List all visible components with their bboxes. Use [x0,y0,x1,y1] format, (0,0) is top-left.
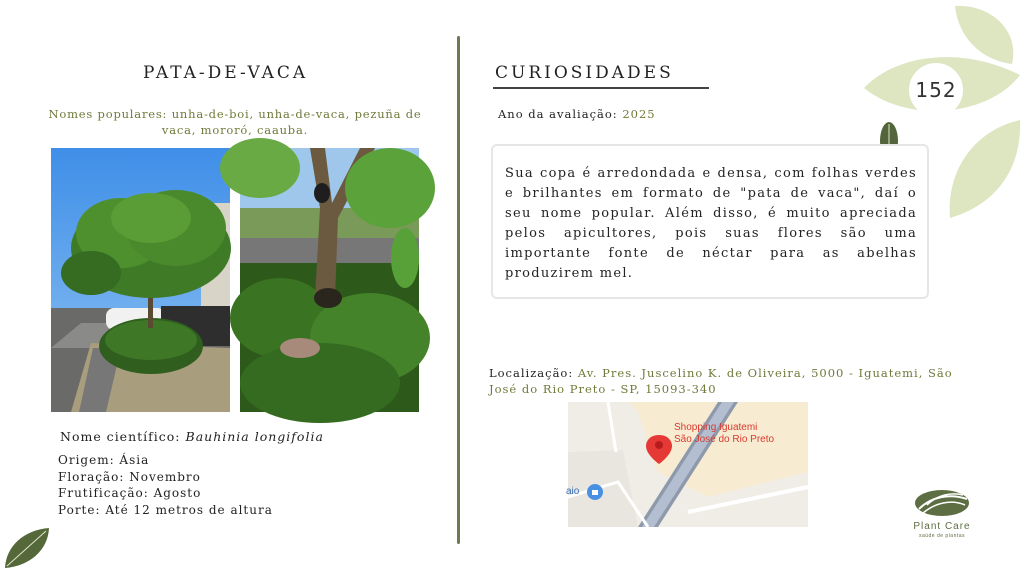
tree-photo [51,148,230,412]
location [489,366,979,397]
scientific-name-value: Bauhinia longifolia [185,429,324,444]
plant-care-logo [913,487,971,519]
location-address: Av. Pres. Juscelino K. de Oliveira, 5000 - Iguatemi, São José do Rio Preto - SP, 15093-340 [489,366,953,396]
column-divider [457,36,460,544]
flowering: Floração: Novembro [58,469,201,484]
scientific-name-label: Nome científico: [60,429,181,444]
map-pin-label-2: São José do Rio Preto [674,434,775,445]
evaluation-year-label: Ano da avaliação: [498,107,618,121]
evaluation-year [498,107,656,121]
map-pin-label-1: Shopping Iguatemi [674,422,758,433]
evaluation-year-value: 2025 [622,107,656,121]
curiosity-box [491,144,929,299]
leaf-shape [955,6,1013,64]
popular-names-value: unha-de-boi, unha-de-vaca, pezuña de vaca, mororó, caauba. [161,107,422,137]
trunk-photo [240,148,419,412]
origin: Origem: Ásia [58,453,150,467]
popular-names-label: Nomes populares: [48,107,168,121]
brand-tagline: saúde de plantas [918,533,966,539]
fruiting: Frutificação: Agosto [58,486,202,500]
curiosity-text: Sua copa é arredondada e densa, com folhas verdes e brilhantes em formato de "pata de vaca", daí o seu nome popular. Além disso, é muito apreciada pelos apicultores, pois suas flores são uma importante fonte de néctar para as abelhas produzirem mel. [505,166,917,281]
leaf-shape [950,120,1020,218]
curiosities-title: CURIOSIDADES [495,63,674,83]
popular-names [30,106,440,138]
title-underline [493,87,709,89]
plant-name: PATA-DE-VACA [143,63,309,83]
leaf-icon [2,524,52,572]
location-label: Localização: [489,366,574,380]
location-map[interactable] [568,402,808,527]
size: Porte: Até 12 metros de altura [58,502,273,517]
map-side-label: aio [566,486,580,497]
page-number-badge: 152 [909,63,963,117]
scientific-name [60,429,324,444]
brand-name: Plant Care [913,521,971,532]
plant-details [58,452,273,518]
